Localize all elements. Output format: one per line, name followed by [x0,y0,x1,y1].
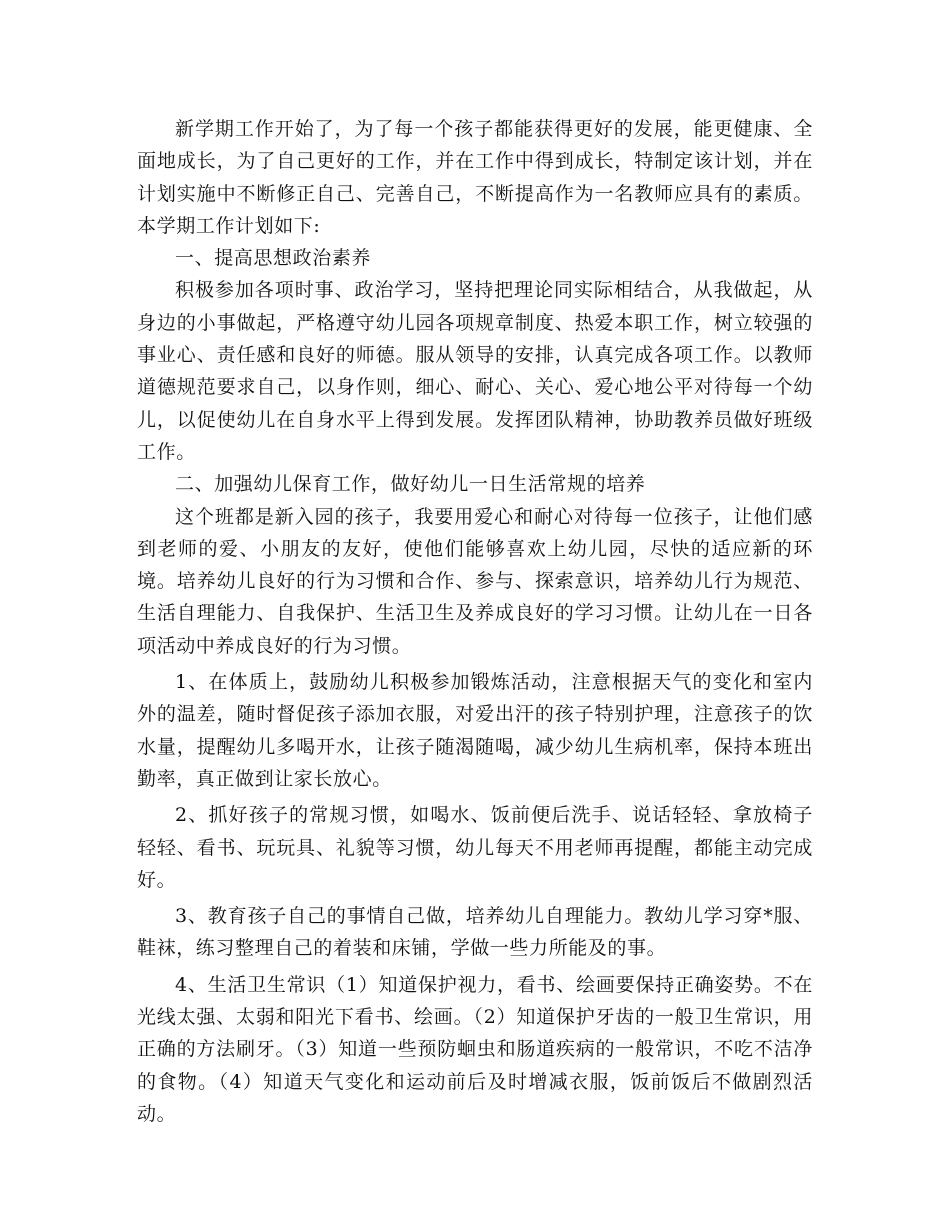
document-body [137,113,813,1130]
list-item-3: 3、教育孩子自己的事情自己做，培养幼儿自理能力。教幼儿学习穿*服、鞋袜，练习整理自己的着装和床铺，学做一些力所能及的事。 [137,905,813,960]
list-item-4: 4、生活卫生常识（1）知道保护视力，看书、绘画要保持正确姿势。不在光线太强、太弱和阳光下看书、绘画。（2）知道保护牙齿的一般卫生常识，用正确的方法刷牙。（3）知道一些预防蛔虫和肠道疾病的一般常识，不吃不洁净的食物。（4）知道天气变化和运动前后及时增减衣服，饭前饭后不做剧烈活动。 [137,973,813,1125]
section-2-paragraph: 这个班都是新入园的孩子，我要用爱心和耐心对待每一位孩子，让他们感到老师的爱、小朋友的友好，使他们能够喜欢上幼儿园，尽快的适应新的环境。培养幼儿良好的行为习惯和合作、参与、探索意识，培养幼儿行为规范、生活自理能力、自我保护、生活卫生及养成良好的学习习惯。让幼儿在一日各项活动中养成良好的行为习惯。 [137,505,813,657]
section-heading-2: 二、加强幼儿保育工作，做好幼儿一日生活常规的培养 [175,473,646,496]
list-item-2: 2、抓好孩子的常规习惯，如喝水、饭前便后洗手、说话轻轻、拿放椅子轻轻、看书、玩玩具、礼貌等习惯，幼儿每天不用老师再提醒，都能主动完成好。 [137,804,813,891]
section-1-paragraph: 积极参加各项时事、政治学习，坚持把理论同实际相结合，从我做起，从身边的小事做起，严格遵守幼儿园各项规章制度、热爱本职工作，树立较强的事业心、责任感和良好的师德。服从领导的安排，认真完成各项工作。以教师道德规范要求自己，以身作则，细心、耐心、关心、爱心地公平对待每一个幼儿，以促使幼儿在自身水平上得到发展。发挥团队精神，协助教养员做好班级工作。 [137,279,813,463]
intro-paragraph: 新学期工作开始了，为了每一个孩子都能获得更好的发展，能更健康、全面地成长，为了自己更好的工作，并在工作中得到成长，特制定该计划，并在计划实施中不断修正自己、完善自己，不断提高作为一名教师应具有的素质。本学期工作计划如下: [137,118,813,237]
section-heading-1: 一、提高思想政治素养 [175,247,372,270]
list-item-1: 1、在体质上，鼓励幼儿积极参加锻炼活动，注意根据天气的变化和室内外的温差，随时督促孩子添加衣服，对爱出汗的孩子特别护理，注意孩子的饮水量，提醒幼儿多喝开水，让孩子随渴随喝，减少幼儿生病机率，保持本班出勤率，真正做到让家长放心。 [137,671,813,790]
